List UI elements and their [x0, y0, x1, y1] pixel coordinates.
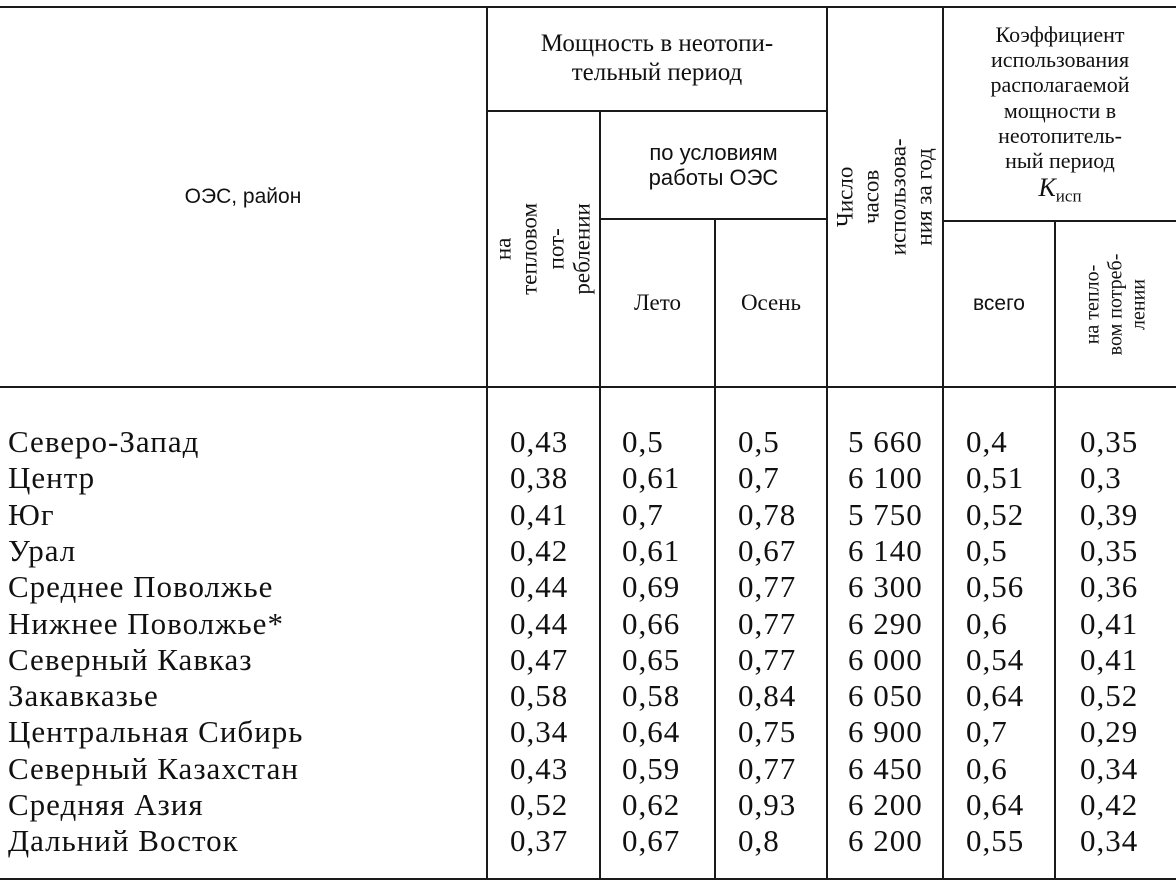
hours-value: 6 140	[848, 532, 923, 568]
table-row	[0, 497, 1176, 533]
hours-value: 6 200	[848, 823, 923, 859]
total-value: 0,64	[966, 787, 1025, 822]
summer-value: 0,59	[622, 750, 681, 786]
autumn-value: 0,78	[738, 496, 797, 532]
region-name: Средняя Азия	[8, 787, 204, 822]
header-total: всего	[973, 291, 1025, 315]
summer-value: 0,61	[622, 532, 681, 568]
coef-symbol-line	[1038, 173, 1081, 206]
thermal-value: 0,44	[510, 605, 569, 641]
total-value: 0,51	[966, 460, 1025, 496]
table-row	[0, 823, 1176, 859]
hours-value: 6 100	[848, 460, 923, 496]
region-name: Урал	[8, 532, 77, 568]
table-row	[0, 751, 1176, 787]
header-hours	[828, 8, 942, 386]
total-value: 0,7	[966, 714, 1008, 750]
autumn-value: 0,5	[738, 424, 780, 459]
thermal-k-value: 0,35	[1080, 532, 1139, 568]
hours-value: 5 660	[848, 424, 923, 459]
thermal-k-value: 0,42	[1080, 787, 1139, 822]
hours-value: 6 290	[848, 605, 923, 641]
total-value: 0,4	[966, 424, 1008, 459]
total-value: 0,55	[966, 823, 1025, 859]
summer-value: 0,7	[622, 496, 664, 532]
total-value: 0,56	[966, 569, 1025, 605]
summer-value: 0,64	[622, 714, 681, 750]
coef-line-1: Коэффициент	[995, 21, 1125, 47]
table-row	[0, 787, 1176, 823]
autumn-value: 0,75	[738, 714, 797, 750]
total-value: 0,6	[966, 605, 1008, 641]
thermal-k-value: 0,36	[1080, 569, 1139, 605]
autumn-value: 0,93	[738, 787, 797, 822]
region-name: Северо-Запад	[8, 424, 200, 459]
thermal-value: 0,43	[510, 750, 569, 786]
autumn-value: 0,77	[738, 641, 797, 677]
region-name: Юг	[8, 496, 55, 532]
autumn-value: 0,77	[738, 569, 797, 605]
summer-value: 0,62	[622, 787, 681, 822]
thermal-k-value: 0,52	[1080, 678, 1139, 714]
header-summer: Лето	[634, 289, 681, 315]
total-value: 0,52	[966, 496, 1025, 532]
thermal-k-value: 0,34	[1080, 750, 1139, 786]
region-name: Северный Кавказ	[8, 641, 253, 677]
total-value: 0,6	[966, 750, 1008, 786]
thermal-value: 0,58	[510, 678, 569, 714]
header-thermal	[488, 112, 599, 386]
thermal-value: 0,43	[510, 424, 569, 459]
table-row	[0, 678, 1176, 714]
coef-line-6: ный период	[1005, 148, 1115, 174]
autumn-value: 0,77	[738, 605, 797, 641]
thermal-k-value: 0,41	[1080, 605, 1139, 641]
summer-value: 0,58	[622, 678, 681, 714]
autumn-value: 0,84	[738, 678, 797, 714]
header-thermal-text: на тепловом пот- реблении	[490, 203, 595, 295]
thermal-value: 0,44	[510, 569, 569, 605]
thermal-value: 0,34	[510, 714, 569, 750]
coef-symbol: K	[1038, 173, 1056, 203]
table-row	[0, 606, 1176, 642]
region-name: Северный Казахстан	[8, 750, 299, 786]
coef-line-3: располагаемой	[990, 72, 1130, 98]
hours-value: 6 050	[848, 678, 923, 714]
region-name: Среднее Поволжье	[8, 569, 274, 605]
autumn-value: 0,77	[738, 750, 797, 786]
region-name: Центр	[8, 460, 96, 496]
hours-value: 6 900	[848, 714, 923, 750]
thermal-value: 0,38	[510, 460, 569, 496]
summer-value: 0,5	[622, 424, 664, 459]
header-bottom-rule	[0, 386, 1176, 388]
thermal-k-value: 0,34	[1080, 823, 1139, 859]
bottom-rule	[0, 878, 1176, 880]
table-row	[0, 714, 1176, 750]
thermal-k-value: 0,29	[1080, 714, 1139, 750]
hours-value: 6 300	[848, 569, 923, 605]
header-autumn: Осень	[740, 289, 802, 315]
table-row	[0, 569, 1176, 605]
thermal-k-value: 0,35	[1080, 424, 1139, 459]
thermal-value: 0,41	[510, 496, 569, 532]
summer-value: 0,66	[622, 605, 681, 641]
header-power-group: Мощность в неотопи- тельный период	[540, 30, 774, 86]
coef-subscript: исп	[1055, 186, 1082, 206]
autumn-value: 0,67	[738, 532, 797, 568]
thermal-k-value: 0,41	[1080, 641, 1139, 677]
table-row	[0, 533, 1176, 569]
summer-value: 0,65	[622, 641, 681, 677]
table-row	[0, 642, 1176, 678]
summer-value: 0,67	[622, 823, 681, 859]
hours-value: 6 450	[848, 750, 923, 786]
header-coef-thermal-text: на тепло- вом потреб- лении	[1081, 253, 1150, 355]
hours-value: 6 200	[848, 787, 923, 822]
thermal-value: 0,37	[510, 823, 569, 859]
total-value: 0,54	[966, 641, 1025, 677]
region-name: Дальний Восток	[8, 823, 239, 859]
coef-line-5: неотопитель-	[998, 122, 1122, 148]
header-coefficient	[944, 8, 1176, 220]
total-value: 0,5	[966, 532, 1008, 568]
header-coef-thermal	[1056, 222, 1176, 386]
region-name: Нижнее Поволжье*	[8, 605, 284, 641]
thermal-k-value: 0,39	[1080, 496, 1139, 532]
thermal-value: 0,42	[510, 532, 569, 568]
thermal-k-value: 0,3	[1080, 460, 1122, 496]
header-region: ОЭС, район	[184, 184, 302, 208]
autumn-value: 0,8	[738, 823, 780, 859]
thermal-value: 0,52	[510, 787, 569, 822]
region-name: Центральная Сибирь	[8, 714, 304, 750]
thermal-value: 0,47	[510, 641, 569, 677]
header-conditions: по условиям работы ОЭС	[648, 139, 779, 190]
hours-value: 6 000	[848, 641, 923, 677]
table-row	[0, 424, 1176, 460]
summer-value: 0,69	[622, 569, 681, 605]
coef-line-2: использования	[990, 46, 1130, 72]
total-value: 0,64	[966, 678, 1025, 714]
summer-value: 0,61	[622, 460, 681, 496]
table-row	[0, 460, 1176, 496]
autumn-value: 0,7	[738, 460, 780, 496]
header-hours-text: Число часов использова- ния за год	[832, 138, 937, 256]
hours-value: 5 750	[848, 496, 923, 532]
region-name: Закавказье	[8, 678, 159, 714]
coef-line-4: мощности в	[1003, 97, 1117, 123]
